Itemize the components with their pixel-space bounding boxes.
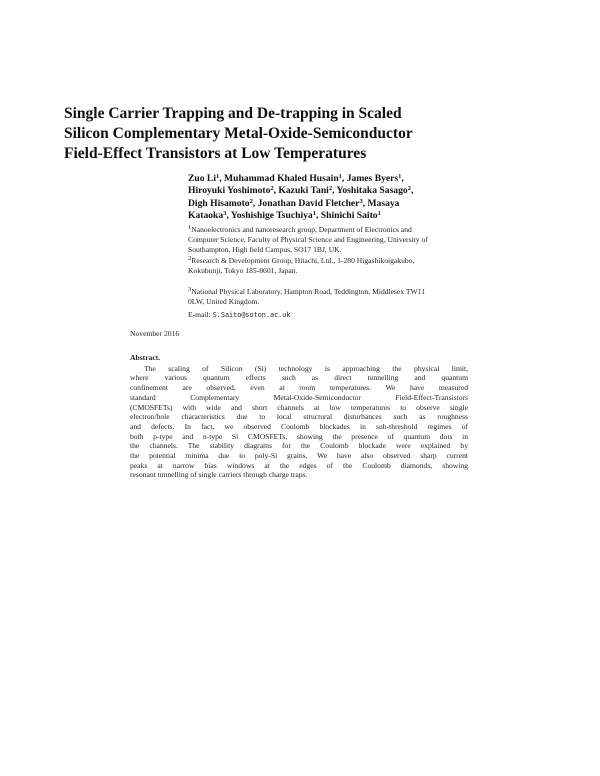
affiliation-2 xyxy=(188,256,428,276)
author-affil-sup: 1 xyxy=(312,210,316,218)
publication-date: November 2016 xyxy=(130,329,180,338)
affiliation-3 xyxy=(188,287,428,307)
abstract-line: both p-type and n-type Si CMOSFETs, showing the presence of quantum dots in xyxy=(130,431,468,441)
affiliation-sup: 2 xyxy=(188,255,192,262)
author-name: , Shinichi Saito xyxy=(315,210,378,222)
author-name: , Kazuki Tani xyxy=(273,185,329,197)
abstract-line: (CMOSFETs) with wide and short channels at low temperatures to observe single xyxy=(130,402,468,412)
author-line xyxy=(188,198,418,210)
author-name: , Muhammad Khaled Husain xyxy=(219,173,339,184)
author-line xyxy=(188,173,418,185)
affiliation-line: Nanoelectronics and nanoresearch group, Department of Electronics and xyxy=(191,225,412,234)
author-line xyxy=(188,210,418,222)
author-affil-sup: 1 xyxy=(216,173,220,180)
author-affil-sup: 2 xyxy=(249,197,253,205)
author-separator: , xyxy=(410,185,414,197)
abstract-line: electron/hole characteristics due to local structural disturbances such as roughness xyxy=(130,412,468,422)
author-affil-sup: 1 xyxy=(377,210,381,218)
author-name: , Masaya xyxy=(362,197,400,209)
author-affil-sup: 3 xyxy=(223,210,227,218)
affiliation-line: Research & Development Group, Hitachi, Ltd., 1-280 Higashikoigakubo, xyxy=(191,256,415,265)
email-line xyxy=(188,310,290,320)
author-affil-sup: 2 xyxy=(407,185,411,193)
abstract-line: the potential minima due to poly-Si grains. We have also observed sharp current xyxy=(130,451,468,461)
author-affil-sup: 2 xyxy=(328,185,333,193)
title-line: Silicon Complementary Metal-Oxide-Semiconductor xyxy=(64,125,413,142)
abstract-line: confinement are observed, even at room temperatures. We have measured xyxy=(130,383,468,393)
title-line: Single Carrier Trapping and De-trapping in Scaled xyxy=(64,105,402,122)
affiliation-line: National Physical Laboratory, Hampton Road, Teddington, Middlesex TW11 xyxy=(191,287,426,296)
author-affil-sup: 3 xyxy=(359,197,363,205)
abstract-line: peaks at narrow bias windows at the edges of the Coulomb diamonds, showing xyxy=(130,460,468,470)
affiliation-line: Kokubunji, Tokyo 185-8601, Japan. xyxy=(188,266,298,275)
author-name: , Yoshishige Tsuchiya xyxy=(226,210,313,222)
abstract-line: where various quantum effects such as direct tunnelling and quantum xyxy=(130,373,468,383)
author-name: , Yoshitaka Sasago xyxy=(332,185,408,197)
abstract-line: and defects. In fact, we observed Coulomb blockades in sub-threshold regimes of xyxy=(130,421,468,431)
author-name: Zuo Li xyxy=(188,173,216,184)
abstract-line: resonant tunnelling of single carriers through charge traps. xyxy=(130,470,308,480)
abstract-line: The scaling of Silicon (Si) technology is approaching the physical limit, xyxy=(144,363,468,373)
author-separator: , xyxy=(401,173,404,184)
affiliation-line: Computer Science, Faculty of Physical Science and Engineering, University of xyxy=(188,235,428,244)
affiliation-line: Southampton, High field Campus, SO17 1BJ, UK. xyxy=(188,245,342,254)
email-label: E-mail: xyxy=(188,310,213,319)
author-name: , James Byers xyxy=(341,173,399,184)
author-line xyxy=(188,185,418,197)
title-line: Field-Effect Transistors at Low Temperatures xyxy=(64,145,367,162)
author-list xyxy=(188,173,418,223)
abstract-line: standard Complementary Metal-Oxide-Semiconductor Field-Effect-Transistors xyxy=(130,392,468,402)
email-address: S.Saito@soton.ac.uk xyxy=(212,311,291,319)
affiliation-1 xyxy=(188,225,428,255)
abstract-heading: Abstract. xyxy=(130,353,161,362)
author-name: , Jonathan David Fletcher xyxy=(252,197,360,209)
author-name: Hiroyuki Yoshimoto xyxy=(188,185,271,197)
abstract xyxy=(130,353,468,480)
abstract-line: the channels. The stability diagrams for the Coulomb blockade were explained by xyxy=(130,441,468,451)
affiliation-sup: 3 xyxy=(188,286,192,293)
affiliation-line: 0LW, United Kingdom. xyxy=(188,297,260,306)
author-name: Digh Hisamoto xyxy=(188,197,250,209)
author-affil-sup: 1 xyxy=(338,173,342,180)
author-affil-sup: 2 xyxy=(270,185,274,193)
paper-title xyxy=(64,104,484,164)
affiliation-sup: 1 xyxy=(188,224,192,231)
author-name: Kataoka xyxy=(188,210,224,222)
author-affil-sup: 1 xyxy=(398,173,402,180)
